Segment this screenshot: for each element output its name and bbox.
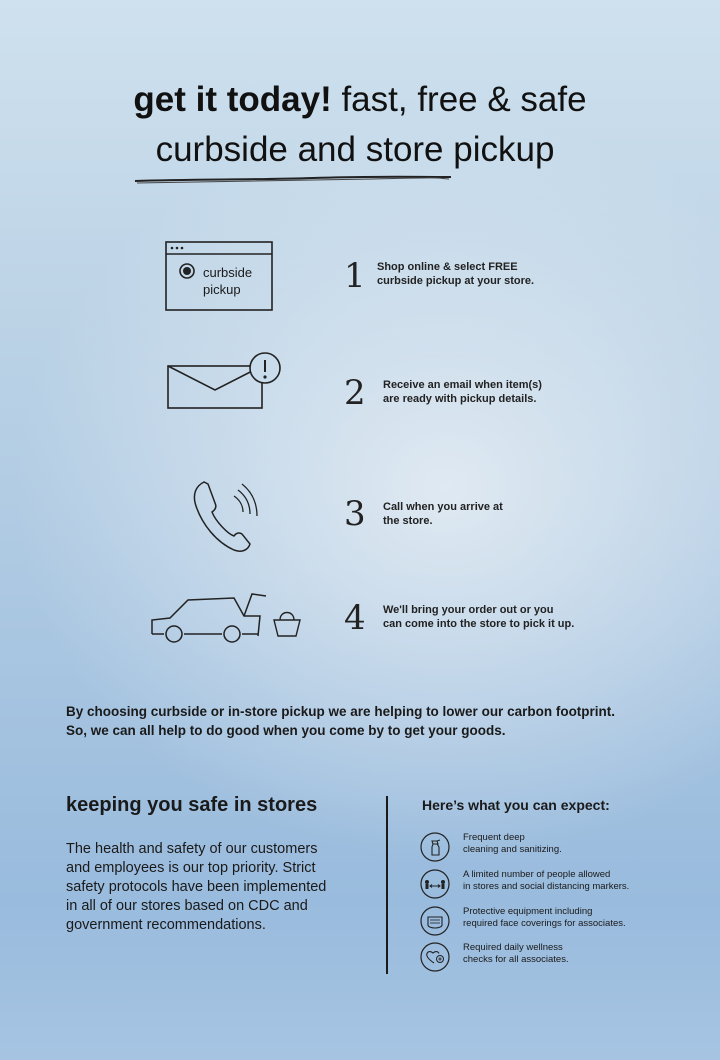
title-rest: fast, free & safe [331,80,587,119]
step-3-line-1: Call when you arrive at [383,501,503,513]
car-trunk-icon [148,590,304,646]
step-1-line-1: Shop online & select FREE [377,261,518,273]
scribble-underline [133,174,453,186]
section-divider [386,796,388,974]
expect-item [420,869,690,901]
step-4-text [383,603,574,631]
expect-item-2-line-1: A limited number of people allowed [463,869,611,880]
expect-item-3-line-1: Protective equipment including [463,906,593,917]
step-2-line-2: are ready with pickup details. [383,393,537,405]
step-2-text [383,378,542,406]
expect-item [420,942,690,974]
expect-item [420,906,690,938]
expect-item-1-line-2: cleaning and sanitizing. [463,844,562,855]
step-3-line-2: the store. [383,515,433,527]
step-3-number: 3 [344,494,366,534]
browser-option-label [203,264,252,298]
safety-line-2: and employees is our top priority. Strict [66,860,316,876]
step-4-number: 4 [344,598,366,638]
step-4-line-2: can come into the store to pick it up. [383,618,575,630]
carbon-line-2: So, we can all help to do good when you come by to get your goods. [66,723,506,738]
phone-icon [190,476,260,556]
expect-item [420,832,690,864]
browser-option-line-2: pickup [203,282,241,297]
step-2-line-1: Receive an email when item(s) [383,379,542,391]
safety-heading: keeping you safe in stores [66,794,318,816]
step-1-number: 1 [344,256,366,296]
distancing-icon [420,869,450,899]
carbon-line-1: By choosing curbside or in-store pickup we are helping to lower our carbon footprint. [66,704,616,719]
expect-item-4-line-1: Required daily wellness [463,942,563,953]
expect-item-3-line-2: required face coverings for associates. [463,918,626,929]
page-subtitle: curbside and store pickup [155,130,555,169]
expect-item-text [463,942,569,966]
expect-heading: Here’s what you can expect: [422,797,610,813]
expect-item-text [463,906,626,930]
expect-item-text [463,869,629,893]
browser-option-line-1: curbside [203,265,253,280]
step-1-text [377,260,534,288]
safety-line-5: government recommendations. [66,917,266,933]
envelope-alert-icon [166,352,286,412]
expect-item-text [463,832,562,856]
safety-paragraph [66,840,366,935]
spray-bottle-icon [420,832,450,862]
safety-line-1: The health and safety of our customers [66,841,318,857]
face-mask-icon [420,906,450,936]
step-4-line-1: We'll bring your order out or you [383,604,554,616]
expect-item-2-line-2: in stores and social distancing markers. [463,881,630,892]
title-bold: get it today! [133,80,332,119]
carbon-footprint-note [66,702,666,740]
step-2-number: 2 [344,373,366,413]
expect-item-1-line-1: Frequent deep [463,832,525,843]
safety-line-3: safety protocols have been implemented [66,879,327,895]
step-3-text [383,500,503,528]
expect-item-4-line-2: checks for all associates. [463,954,569,965]
page-title [0,80,720,120]
safety-line-4: in all of our stores based on CDC and [66,898,308,914]
heart-check-icon [420,942,450,972]
step-1-line-2: curbside pickup at your store. [377,275,535,287]
